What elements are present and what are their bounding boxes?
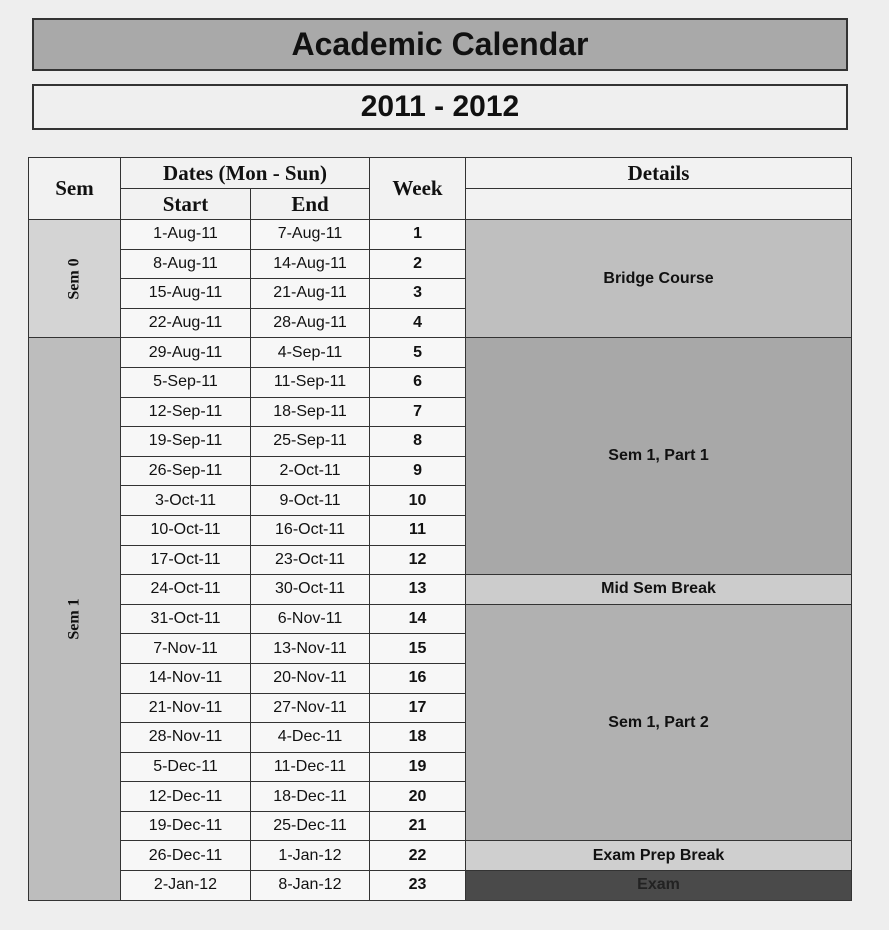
end-date: 20-Nov-11 bbox=[251, 663, 370, 693]
details-header: Details bbox=[466, 158, 852, 189]
end-date: 6-Nov-11 bbox=[251, 604, 370, 634]
week-number: 21 bbox=[370, 811, 466, 841]
header-row bbox=[29, 158, 852, 189]
start-date: 5-Dec-11 bbox=[121, 752, 251, 782]
week-header: Week bbox=[370, 158, 466, 220]
end-date: 2-Oct-11 bbox=[251, 456, 370, 486]
start-date: 31-Oct-11 bbox=[121, 604, 251, 634]
week-number: 22 bbox=[370, 841, 466, 871]
start-date: 12-Dec-11 bbox=[121, 782, 251, 812]
week-number: 19 bbox=[370, 752, 466, 782]
table-row bbox=[29, 220, 852, 250]
end-date: 25-Sep-11 bbox=[251, 427, 370, 457]
start-date: 15-Aug-11 bbox=[121, 279, 251, 309]
week-number: 12 bbox=[370, 545, 466, 575]
start-date: 21-Nov-11 bbox=[121, 693, 251, 723]
end-date: 4-Sep-11 bbox=[251, 338, 370, 368]
start-date: 17-Oct-11 bbox=[121, 545, 251, 575]
table-row bbox=[29, 871, 852, 901]
week-number: 1 bbox=[370, 220, 466, 250]
table-row bbox=[29, 604, 852, 634]
end-date: 18-Dec-11 bbox=[251, 782, 370, 812]
start-date: 29-Aug-11 bbox=[121, 338, 251, 368]
week-number: 9 bbox=[370, 456, 466, 486]
week-number: 15 bbox=[370, 634, 466, 664]
detail-sem1-part1: Sem 1, Part 1 bbox=[466, 338, 852, 575]
start-date: 10-Oct-11 bbox=[121, 515, 251, 545]
end-date: 8-Jan-12 bbox=[251, 871, 370, 901]
end-date: 27-Nov-11 bbox=[251, 693, 370, 723]
end-header: End bbox=[251, 189, 370, 220]
end-date: 1-Jan-12 bbox=[251, 841, 370, 871]
end-date: 28-Aug-11 bbox=[251, 308, 370, 338]
week-number: 3 bbox=[370, 279, 466, 309]
start-date: 26-Sep-11 bbox=[121, 456, 251, 486]
week-number: 20 bbox=[370, 782, 466, 812]
week-number: 16 bbox=[370, 663, 466, 693]
academic-year: 2011 - 2012 bbox=[32, 84, 848, 130]
week-number: 7 bbox=[370, 397, 466, 427]
table-row bbox=[29, 841, 852, 871]
end-date: 16-Oct-11 bbox=[251, 515, 370, 545]
detail-exam: Exam bbox=[466, 871, 852, 901]
table-row bbox=[29, 575, 852, 605]
start-date: 26-Dec-11 bbox=[121, 841, 251, 871]
end-date: 18-Sep-11 bbox=[251, 397, 370, 427]
week-number: 8 bbox=[370, 427, 466, 457]
detail-exam-prep-break: Exam Prep Break bbox=[466, 841, 852, 871]
end-date: 11-Sep-11 bbox=[251, 367, 370, 397]
detail-mid-sem-break: Mid Sem Break bbox=[466, 575, 852, 605]
week-number: 2 bbox=[370, 249, 466, 279]
semester-label: Sem 1 bbox=[29, 338, 121, 900]
week-number: 11 bbox=[370, 515, 466, 545]
calendar-table bbox=[28, 157, 852, 901]
start-date: 1-Aug-11 bbox=[121, 220, 251, 250]
start-date: 14-Nov-11 bbox=[121, 663, 251, 693]
week-number: 10 bbox=[370, 486, 466, 516]
end-date: 23-Oct-11 bbox=[251, 545, 370, 575]
end-date: 25-Dec-11 bbox=[251, 811, 370, 841]
week-number: 4 bbox=[370, 308, 466, 338]
end-date: 30-Oct-11 bbox=[251, 575, 370, 605]
week-number: 18 bbox=[370, 723, 466, 753]
week-number: 5 bbox=[370, 338, 466, 368]
week-number: 6 bbox=[370, 367, 466, 397]
sem-header: Sem bbox=[29, 158, 121, 220]
details-subheader-empty bbox=[466, 189, 852, 220]
detail-bridge-course: Bridge Course bbox=[466, 220, 852, 338]
start-date: 24-Oct-11 bbox=[121, 575, 251, 605]
start-date: 7-Nov-11 bbox=[121, 634, 251, 664]
week-number: 13 bbox=[370, 575, 466, 605]
start-date: 12-Sep-11 bbox=[121, 397, 251, 427]
end-date: 14-Aug-11 bbox=[251, 249, 370, 279]
start-date: 8-Aug-11 bbox=[121, 249, 251, 279]
start-date: 19-Dec-11 bbox=[121, 811, 251, 841]
end-date: 9-Oct-11 bbox=[251, 486, 370, 516]
semester-label: Sem 0 bbox=[29, 220, 121, 338]
detail-sem1-part2: Sem 1, Part 2 bbox=[466, 604, 852, 841]
week-number: 14 bbox=[370, 604, 466, 634]
week-number: 17 bbox=[370, 693, 466, 723]
start-date: 3-Oct-11 bbox=[121, 486, 251, 516]
week-number: 23 bbox=[370, 871, 466, 901]
start-date: 22-Aug-11 bbox=[121, 308, 251, 338]
table-row bbox=[29, 338, 852, 368]
end-date: 7-Aug-11 bbox=[251, 220, 370, 250]
start-date: 28-Nov-11 bbox=[121, 723, 251, 753]
dates-header: Dates (Mon - Sun) bbox=[121, 158, 370, 189]
start-header: Start bbox=[121, 189, 251, 220]
end-date: 13-Nov-11 bbox=[251, 634, 370, 664]
start-date: 2-Jan-12 bbox=[121, 871, 251, 901]
end-date: 4-Dec-11 bbox=[251, 723, 370, 753]
end-date: 11-Dec-11 bbox=[251, 752, 370, 782]
calendar-title: Academic Calendar bbox=[32, 18, 848, 71]
start-date: 19-Sep-11 bbox=[121, 427, 251, 457]
start-date: 5-Sep-11 bbox=[121, 367, 251, 397]
end-date: 21-Aug-11 bbox=[251, 279, 370, 309]
